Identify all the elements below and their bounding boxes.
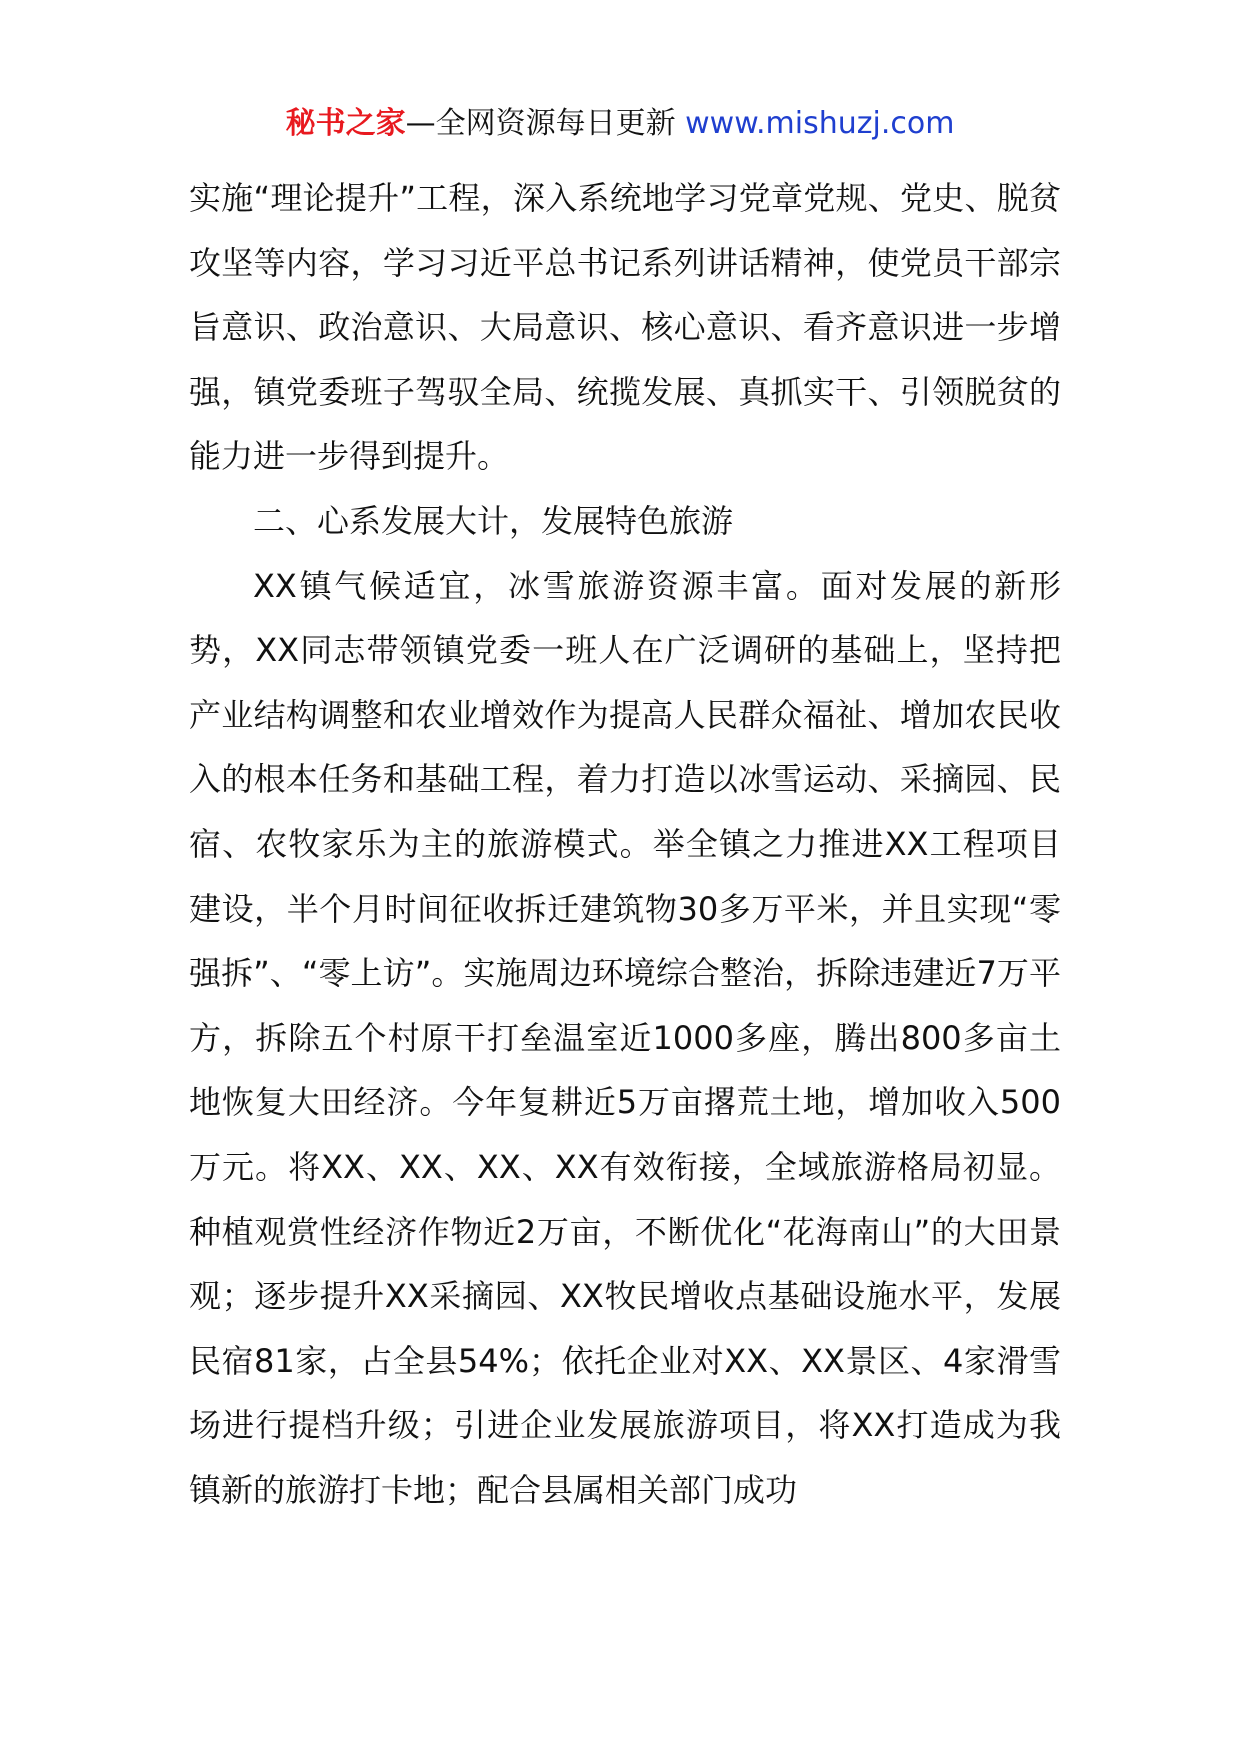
site-slogan: —全网资源每日更新 [405, 106, 686, 141]
document-body [189, 166, 1061, 1522]
paragraph-tourism: XX镇气候适宜，冰雪旅游资源丰富。面对发展的新形势，XX同志带领镇党委一班人在广泛调研的基础上，坚持把产业结构调整和农业增效作为提高人民群众福祉、增加农民收入的根本任务和基础工程，着力打造以冰雪运动、采摘园、民宿、农牧家乐为主的旅游模式。举全镇之力推进XX工程项目建设，半个月时间征收拆迁建筑物30多万平米，并且实现“零强拆”、“零上访”。实施周边环境综合整治，拆除违建近7万平方，拆除五个村原干打垒温室近1000多座，腾出800多亩土地恢复大田经济。今年复耕近5万亩撂荒土地，增加收入500万元。将XX、XX、XX、XX有效衔接，全域旅游格局初显。种植观赏性经济作物近2万亩，不断优化“花海南山”的大田景观；逐步提升XX采摘园、XX牧民增收点基础设施水平，发展民宿81家，占全县54%；依托企业对XX、XX景区、4家滑雪场进行提档升级；引进企业发展旅游项目，将XX打造成为我镇新的旅游打卡地；配合县属相关部门成功 [189, 566, 1061, 1509]
site-url-link[interactable]: www.mishuzj.com [685, 106, 955, 141]
page-header [0, 104, 1240, 144]
site-brand: 秘书之家 [285, 106, 406, 141]
section-heading: 二、心系发展大计，发展特色旅游 [253, 501, 734, 540]
paragraph-continuation: 实施“理论提升”工程，深入系统地学习党章党规、党史、脱贫攻坚等内容，学习习近平总书记系列讲话精神，使党员干部宗旨意识、政治意识、大局意识、核心意识、看齐意识进一步增强，镇党委班子驾驭全局、统揽发展、真抓实干、引领脱贫的能力进一步得到提升。 [189, 179, 1061, 476]
